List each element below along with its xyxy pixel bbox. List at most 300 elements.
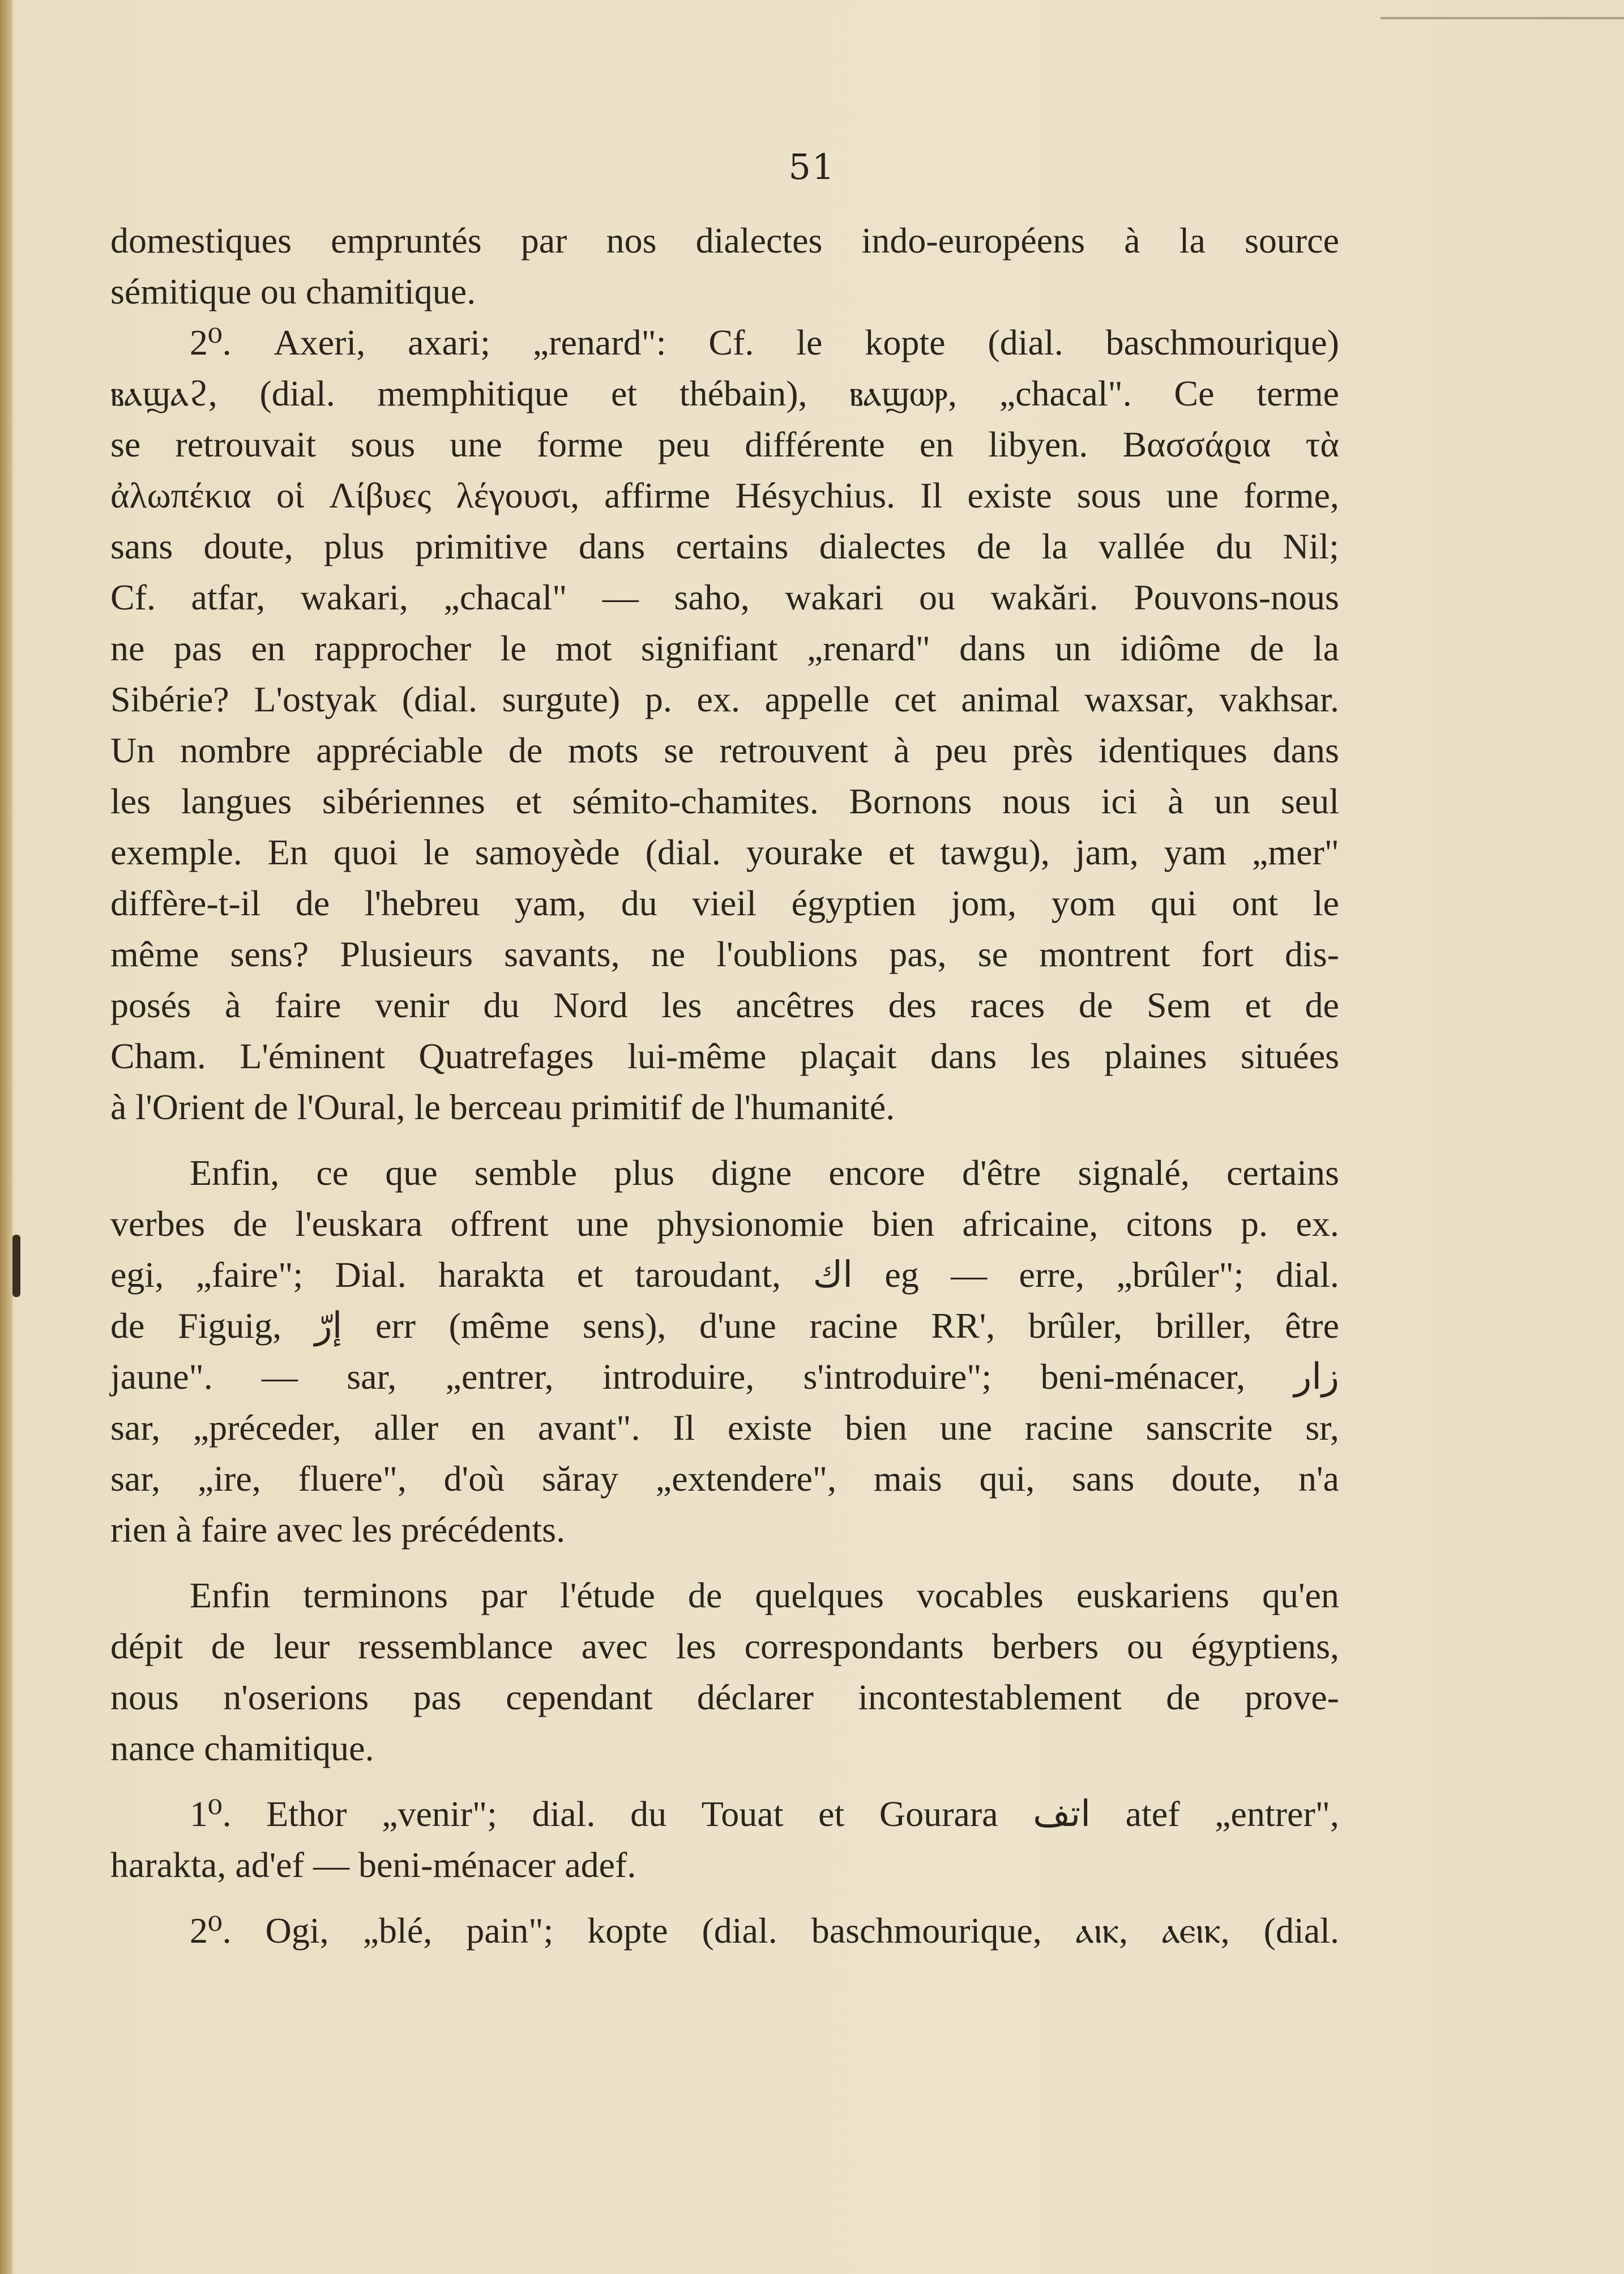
word: sens? bbox=[230, 934, 309, 974]
text-line bbox=[110, 317, 1339, 368]
word: identiques bbox=[1098, 730, 1247, 770]
word: source bbox=[1244, 220, 1339, 261]
word: pas bbox=[413, 1677, 461, 1717]
word: (dial. bbox=[645, 832, 721, 872]
word: affirme bbox=[604, 475, 711, 515]
word: rapprocher bbox=[314, 628, 472, 668]
word: le bbox=[423, 832, 450, 872]
text-line bbox=[110, 419, 1339, 470]
text-line bbox=[110, 1570, 1339, 1621]
word: ne bbox=[651, 934, 686, 974]
word: Βασσάϱια bbox=[1122, 424, 1271, 464]
word: harakta bbox=[438, 1255, 545, 1295]
word: fort bbox=[1201, 934, 1254, 974]
word: à bbox=[894, 730, 910, 770]
word: ce bbox=[316, 1153, 349, 1193]
word: thébain), bbox=[679, 373, 807, 413]
word: appréciable bbox=[316, 730, 484, 770]
word: en bbox=[919, 424, 954, 464]
text-line bbox=[110, 1453, 1339, 1504]
word: près bbox=[1012, 730, 1073, 770]
word: زار bbox=[1294, 1356, 1339, 1397]
word: qu'en bbox=[1262, 1575, 1339, 1615]
word: terme bbox=[1257, 373, 1339, 413]
word: bien bbox=[871, 1204, 935, 1244]
word: Touat bbox=[701, 1794, 784, 1834]
word: bien bbox=[844, 1407, 908, 1448]
word: eg bbox=[884, 1255, 919, 1295]
text-line bbox=[110, 521, 1339, 572]
word: le bbox=[500, 628, 527, 668]
word: „chacal" bbox=[443, 577, 567, 617]
word: seul bbox=[1280, 781, 1339, 821]
word: „venir"; bbox=[382, 1794, 497, 1834]
text-line bbox=[110, 1351, 1339, 1402]
word: dialectes bbox=[819, 526, 946, 566]
text-line bbox=[110, 1300, 1339, 1351]
word: tawgu), bbox=[940, 832, 1050, 872]
word: montrent bbox=[1039, 934, 1170, 974]
word: „renard": bbox=[532, 322, 666, 362]
word: venir bbox=[375, 985, 450, 1025]
word: Nord bbox=[553, 985, 628, 1025]
text-line bbox=[110, 725, 1339, 776]
word: L'ostyak bbox=[254, 679, 378, 719]
word: animal bbox=[961, 679, 1060, 719]
word: ressemblance bbox=[358, 1626, 553, 1666]
word: kopte bbox=[587, 1910, 668, 1951]
word: du bbox=[621, 883, 657, 923]
word: du bbox=[1216, 526, 1253, 566]
word: brûler, bbox=[1028, 1305, 1123, 1346]
text-line bbox=[110, 215, 1339, 266]
word: posés bbox=[110, 985, 191, 1025]
text-line bbox=[110, 878, 1339, 929]
word: wakări. bbox=[990, 577, 1099, 617]
word: wakari bbox=[785, 577, 884, 617]
word: physionomie bbox=[656, 1204, 844, 1244]
word: du bbox=[630, 1794, 667, 1834]
word: nous bbox=[110, 1677, 179, 1717]
word: vocables bbox=[916, 1575, 1044, 1615]
word: Gourara bbox=[879, 1794, 998, 1834]
word: d'où bbox=[443, 1458, 505, 1499]
word: races bbox=[970, 985, 1045, 1025]
word: avec bbox=[581, 1626, 648, 1666]
word: L'éminent bbox=[240, 1036, 386, 1076]
word: existe bbox=[727, 1407, 813, 1448]
word: dial. bbox=[532, 1794, 596, 1834]
word: d'être bbox=[961, 1153, 1041, 1193]
word: une bbox=[1166, 475, 1219, 515]
word: 1⁰. bbox=[190, 1794, 232, 1834]
word: racine bbox=[809, 1305, 898, 1346]
word: à bbox=[1124, 220, 1140, 261]
word: de bbox=[211, 1626, 246, 1666]
word: une bbox=[939, 1407, 993, 1448]
word: de bbox=[1078, 985, 1113, 1025]
word: إرّ bbox=[314, 1305, 343, 1346]
word: domestiques bbox=[110, 220, 292, 261]
word: (dial. bbox=[401, 679, 477, 719]
word: déclarer bbox=[696, 1677, 814, 1717]
word: l'euskara bbox=[295, 1204, 423, 1244]
text-line bbox=[110, 1249, 1339, 1300]
word: sar, bbox=[110, 1458, 161, 1499]
word: Sibérie? bbox=[110, 679, 229, 719]
text-line bbox=[110, 1198, 1339, 1249]
word: retrouvent bbox=[719, 730, 869, 770]
word: Plusieurs bbox=[340, 934, 473, 974]
word: qui, bbox=[979, 1458, 1035, 1499]
word: sens), bbox=[582, 1305, 666, 1346]
word: primitive bbox=[414, 526, 548, 566]
word: digne bbox=[711, 1153, 792, 1193]
word: diffère-t-il bbox=[110, 883, 261, 923]
word: samoyède bbox=[475, 832, 620, 872]
word: „renard" bbox=[806, 628, 930, 668]
word: le bbox=[1313, 883, 1339, 923]
word: les bbox=[676, 1626, 716, 1666]
word: Λίβυες bbox=[329, 475, 431, 515]
word: et bbox=[1245, 985, 1271, 1025]
word: atfar, bbox=[191, 577, 266, 617]
word: des bbox=[888, 985, 937, 1025]
word: cet bbox=[894, 679, 937, 719]
word: que bbox=[385, 1153, 438, 1193]
word: (même bbox=[448, 1305, 550, 1346]
word: la bbox=[1179, 220, 1206, 261]
word: savants, bbox=[504, 934, 620, 974]
word: nombre bbox=[180, 730, 291, 770]
word: en bbox=[251, 628, 285, 668]
text-line bbox=[110, 674, 1339, 725]
text-line bbox=[110, 776, 1339, 827]
word: yourake bbox=[746, 832, 863, 872]
word: Ogi, bbox=[265, 1910, 329, 1951]
word: ici bbox=[1101, 781, 1138, 821]
word: cependant bbox=[506, 1677, 653, 1717]
word: la bbox=[1313, 628, 1339, 668]
word: offrent bbox=[450, 1204, 549, 1244]
word: peu bbox=[935, 730, 988, 770]
word: certains bbox=[1226, 1153, 1339, 1193]
word: dial. bbox=[1275, 1255, 1339, 1295]
word: en bbox=[471, 1407, 506, 1448]
word: empruntés bbox=[331, 220, 482, 261]
word: euskariens bbox=[1076, 1575, 1229, 1615]
word: de bbox=[687, 1575, 723, 1615]
word: yam, bbox=[514, 883, 587, 923]
word: RR', bbox=[931, 1305, 995, 1346]
word: Nil; bbox=[1283, 526, 1339, 566]
word: plus bbox=[614, 1153, 674, 1193]
word: اتف bbox=[1033, 1794, 1091, 1834]
word: plaines bbox=[1104, 1036, 1207, 1076]
word: prove- bbox=[1244, 1677, 1339, 1717]
word: existe bbox=[967, 475, 1052, 515]
word: s'introduire"; bbox=[803, 1356, 992, 1397]
word: doute, bbox=[203, 526, 293, 566]
text-line bbox=[110, 980, 1339, 1031]
word: correspondants bbox=[744, 1626, 964, 1666]
word: langues bbox=[181, 781, 292, 821]
word: memphitique bbox=[377, 373, 569, 413]
word: λέγουσι, bbox=[456, 475, 580, 515]
word: p. bbox=[644, 679, 672, 719]
word: lui-même bbox=[627, 1036, 767, 1076]
word: surgute) bbox=[502, 679, 621, 719]
word: baschmourique, bbox=[811, 1910, 1042, 1951]
text-line: sémitique ou chamitique. bbox=[110, 271, 476, 312]
word: égyptiens, bbox=[1191, 1626, 1339, 1666]
word: nous bbox=[1002, 781, 1071, 821]
word: sar, bbox=[110, 1407, 161, 1448]
word: Pouvons-nous bbox=[1134, 577, 1339, 617]
word: yom bbox=[1051, 883, 1116, 923]
text-line bbox=[110, 1621, 1339, 1672]
word: ancêtres bbox=[736, 985, 854, 1025]
word: sans bbox=[110, 526, 173, 566]
word: signifiant bbox=[640, 628, 778, 668]
word: plaçait bbox=[800, 1036, 897, 1076]
word: kopte bbox=[865, 322, 946, 362]
text-line bbox=[110, 1905, 1339, 1956]
word: Enfin, bbox=[190, 1153, 280, 1193]
word: de bbox=[1305, 985, 1339, 1025]
word: plus bbox=[323, 526, 384, 566]
word: Cham. bbox=[110, 1036, 206, 1076]
word: sr, bbox=[1305, 1407, 1339, 1448]
word: Un bbox=[110, 730, 155, 770]
word: verbes bbox=[110, 1204, 206, 1244]
text-line bbox=[110, 470, 1339, 521]
word: egi, bbox=[110, 1255, 164, 1295]
word: briller, bbox=[1155, 1305, 1252, 1346]
word: se bbox=[664, 730, 694, 770]
word: racine bbox=[1024, 1407, 1114, 1448]
page-edge bbox=[0, 0, 12, 2274]
word: pas bbox=[173, 628, 223, 668]
word: dans bbox=[959, 628, 1026, 668]
word: 2⁰. bbox=[190, 322, 232, 362]
word: libyen. bbox=[988, 424, 1088, 464]
word: mots bbox=[568, 730, 639, 770]
word: terminons bbox=[303, 1575, 448, 1615]
word: semble bbox=[474, 1153, 578, 1193]
word: vallée bbox=[1099, 526, 1185, 566]
word: les bbox=[661, 985, 702, 1025]
word: quoi bbox=[333, 832, 398, 872]
word: sibériennes bbox=[322, 781, 485, 821]
word: err bbox=[375, 1305, 416, 1346]
word: appelle bbox=[764, 679, 870, 719]
word: Il bbox=[673, 1407, 695, 1448]
word: n'oserions bbox=[223, 1677, 369, 1717]
body-text bbox=[110, 215, 1339, 1956]
top-rule bbox=[1381, 0, 1624, 19]
word: wakari, bbox=[300, 577, 408, 617]
word: sanscrite bbox=[1146, 1407, 1273, 1448]
word: par bbox=[520, 220, 567, 261]
word: de bbox=[1250, 628, 1284, 668]
word: l'étude bbox=[559, 1575, 655, 1615]
word: ex. bbox=[1296, 1204, 1339, 1244]
word: săray bbox=[541, 1458, 618, 1499]
word: et bbox=[818, 1794, 845, 1834]
word: égyptien bbox=[791, 883, 916, 923]
word: les bbox=[110, 781, 151, 821]
text-line bbox=[110, 1789, 1339, 1840]
word: dis- bbox=[1284, 934, 1339, 974]
word: doute, bbox=[1172, 1458, 1262, 1499]
word: à bbox=[224, 985, 241, 1025]
word: „brûler"; bbox=[1116, 1255, 1244, 1295]
word: ⲃⲁϣⲁϩ, bbox=[110, 373, 217, 413]
word: ⲁⲉⲓⲕ, bbox=[1161, 1910, 1230, 1951]
word: (dial. bbox=[259, 373, 335, 413]
word: africaine, bbox=[962, 1204, 1099, 1244]
word: yam bbox=[1164, 832, 1226, 872]
word: se bbox=[977, 934, 1008, 974]
word: τὰ bbox=[1305, 424, 1339, 464]
word: ont bbox=[1232, 883, 1279, 923]
text-line: nance chamitique. bbox=[110, 1728, 374, 1768]
text-line bbox=[110, 368, 1339, 419]
word: „mer" bbox=[1251, 832, 1339, 872]
word: du bbox=[483, 985, 520, 1025]
word: et bbox=[888, 832, 915, 872]
word: Enfin bbox=[190, 1575, 271, 1615]
word: différente bbox=[745, 424, 885, 464]
word: les bbox=[1030, 1036, 1071, 1076]
word: sous bbox=[351, 424, 416, 464]
word: et bbox=[576, 1255, 603, 1295]
word: beni-ménacer, bbox=[1040, 1356, 1246, 1397]
word: „ire, bbox=[197, 1458, 261, 1499]
word: Ce bbox=[1174, 373, 1215, 413]
word: Axeri, bbox=[273, 322, 366, 362]
word: avant". bbox=[537, 1407, 640, 1448]
word: p. bbox=[1241, 1204, 1268, 1244]
text-line bbox=[110, 1147, 1339, 1198]
word: leur bbox=[273, 1626, 330, 1666]
word: Bornons bbox=[849, 781, 972, 821]
word: dépit bbox=[110, 1626, 183, 1666]
word: „extendere", bbox=[655, 1458, 837, 1499]
word: forme bbox=[536, 424, 623, 464]
word: faire bbox=[275, 985, 341, 1025]
word: à bbox=[1168, 781, 1184, 821]
word: exemple. bbox=[110, 832, 242, 872]
word: Cf. bbox=[110, 577, 156, 617]
word: même bbox=[110, 934, 199, 974]
word: ⲁⲓⲕ, bbox=[1075, 1910, 1128, 1951]
word: de bbox=[233, 1204, 267, 1244]
word: berbers bbox=[992, 1626, 1099, 1666]
word: baschmourique) bbox=[1105, 322, 1339, 362]
word: l'oublions bbox=[716, 934, 858, 974]
word: — bbox=[951, 1255, 988, 1295]
word: introduire, bbox=[602, 1356, 755, 1397]
word: Hésychius. bbox=[735, 475, 896, 515]
text-line: à l'Orient de l'Oural, le berceau primitif de l'humanité. bbox=[110, 1087, 895, 1127]
word: fluere", bbox=[298, 1458, 407, 1499]
word: οἱ bbox=[276, 475, 305, 515]
word: ne bbox=[110, 628, 145, 668]
word: d'une bbox=[699, 1305, 776, 1346]
page-number: 51 bbox=[788, 146, 836, 187]
word: „blé, bbox=[362, 1910, 433, 1951]
word: Dial. bbox=[335, 1255, 407, 1295]
word: une bbox=[450, 424, 502, 464]
word: — bbox=[602, 577, 639, 617]
word: un bbox=[1054, 628, 1091, 668]
word: jom, bbox=[951, 883, 1017, 923]
word: qui bbox=[1151, 883, 1197, 923]
word: n'a bbox=[1298, 1458, 1339, 1499]
word: de bbox=[976, 526, 1011, 566]
word: (dial. bbox=[988, 322, 1063, 362]
word: axari; bbox=[408, 322, 490, 362]
word: se bbox=[110, 424, 141, 464]
word: 2⁰. bbox=[190, 1910, 232, 1951]
word: „entrer, bbox=[445, 1356, 554, 1397]
word: aller bbox=[374, 1407, 439, 1448]
word: اك bbox=[813, 1255, 853, 1295]
word: signalé, bbox=[1078, 1153, 1190, 1193]
word: vakhsar. bbox=[1219, 679, 1339, 719]
word: dans bbox=[930, 1036, 997, 1076]
word: retrouvait bbox=[175, 424, 317, 464]
word: ou bbox=[918, 577, 955, 617]
word: „préceder, bbox=[193, 1407, 341, 1448]
word: Figuig, bbox=[177, 1305, 282, 1346]
word: vieil bbox=[692, 883, 757, 923]
word: l'hebreu bbox=[364, 883, 480, 923]
word: sémito-chamites. bbox=[572, 781, 819, 821]
word: atef bbox=[1125, 1794, 1180, 1834]
word: dans bbox=[1272, 730, 1339, 770]
text-line bbox=[110, 929, 1339, 980]
word: idiôme bbox=[1120, 628, 1221, 668]
word: ex. bbox=[696, 679, 740, 719]
word: de bbox=[110, 1305, 145, 1346]
binding-mark bbox=[12, 1235, 20, 1297]
word: jam, bbox=[1075, 832, 1139, 872]
word: waxsar, bbox=[1084, 679, 1195, 719]
word: ἀλωπέκια bbox=[110, 475, 251, 515]
word: pain"; bbox=[466, 1910, 554, 1951]
word: et bbox=[515, 781, 542, 821]
word: „entrer", bbox=[1215, 1794, 1339, 1834]
word: dans bbox=[578, 526, 646, 566]
word: quelques bbox=[755, 1575, 884, 1615]
word: Ethor bbox=[266, 1794, 347, 1834]
word: erre, bbox=[1019, 1255, 1084, 1295]
word: le bbox=[796, 322, 823, 362]
word: un bbox=[1214, 781, 1251, 821]
word: Cf. bbox=[708, 322, 754, 362]
text-line bbox=[110, 827, 1339, 878]
word: encore bbox=[828, 1153, 925, 1193]
word: être bbox=[1285, 1305, 1339, 1346]
word: une bbox=[576, 1204, 629, 1244]
text-line: rien à faire avec les précédents. bbox=[110, 1509, 566, 1550]
word: certains bbox=[676, 526, 789, 566]
word: mais bbox=[873, 1458, 942, 1499]
word: situées bbox=[1240, 1036, 1339, 1076]
